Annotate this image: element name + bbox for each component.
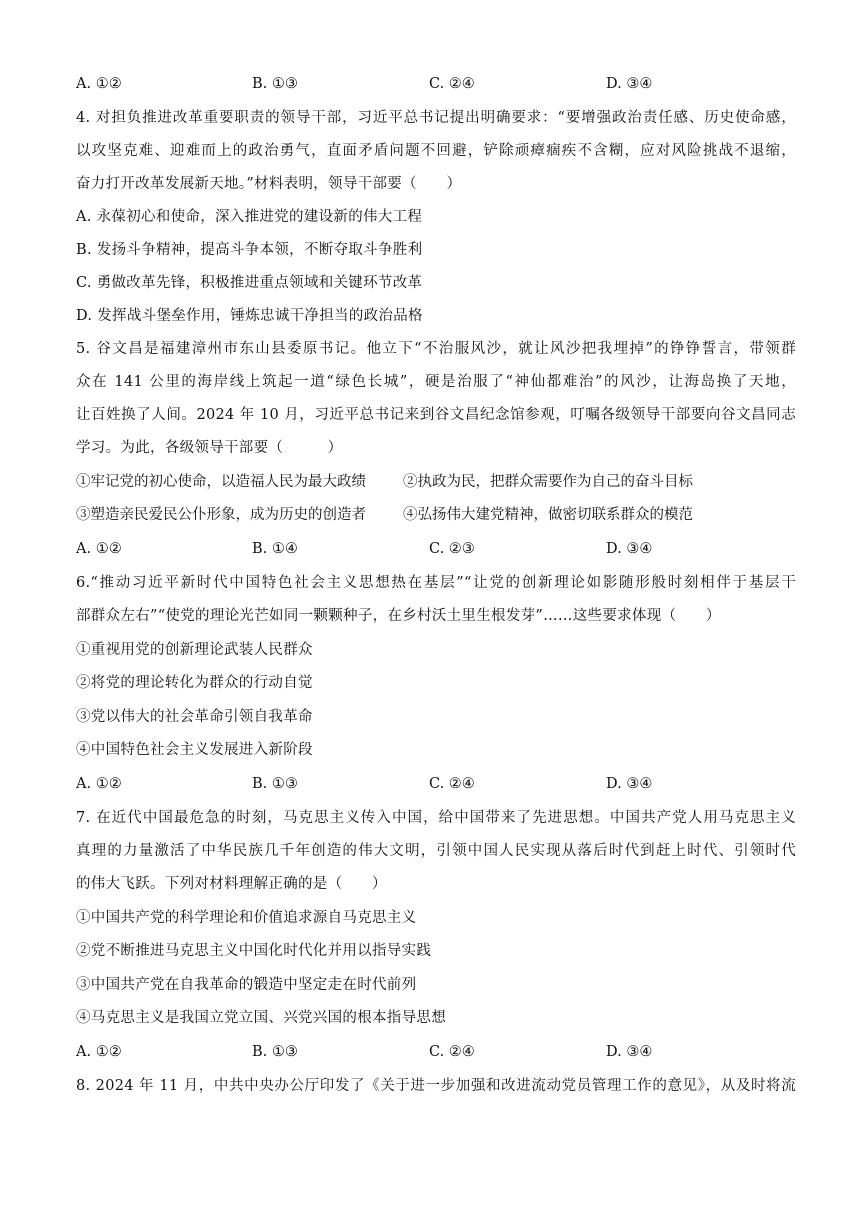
question-4-stem-line: 4. 对担负推进改革重要职责的领导干部，习近平总书记提出明确要求：“要增强政治责任感、历史使命感，	[76, 110, 796, 126]
statement-item: ①牢记党的初心使命，以造福人民为最大政绩	[76, 474, 366, 490]
statement-item: ④中国特色社会主义发展进入新阶段	[76, 742, 313, 758]
question-5-stem-line: 学习。为此，各级领导干部要（ ）	[76, 440, 343, 456]
question-6-stem-line: 6.“推动习近平新时代中国特色社会主义思想热在基层”“让党的创新理论如影随形般时刻相伴于基层干	[76, 575, 796, 591]
option-d: D. ③④	[606, 1044, 653, 1060]
statement-item: ③党以伟大的社会革命引领自我革命	[76, 709, 313, 725]
option-c: C. ②④	[429, 776, 475, 792]
option-c: C. ②④	[429, 1044, 475, 1060]
option-a: A. ①②	[76, 76, 122, 92]
question-7-stem-line: 的伟大飞跃。下列对材料理解正确的是（ ）	[76, 876, 387, 892]
option-d: D. ③④	[606, 776, 653, 792]
statement-item: ①重视用党的创新理论武装人民群众	[76, 642, 313, 658]
option-a: A. ①②	[76, 541, 122, 557]
question-4-choice-d: D. 发挥战斗堡垒作用，锤炼忠诚干净担当的政治品格	[76, 308, 423, 324]
statement-item: ③塑造亲民爱民公仆形象，成为历史的创造者	[76, 507, 366, 523]
option-b: B. ①③	[252, 776, 298, 792]
option-d: D. ③④	[606, 541, 653, 557]
statement-item: ③中国共产党在自我革命的锻造中坚定走在时代前列	[76, 977, 417, 993]
statement-item: ④弘扬伟大建党精神，做密切联系群众的模范	[403, 507, 693, 523]
question-4-choice-b: B. 发扬斗争精神，提高斗争本领，不断夺取斗争胜利	[76, 242, 423, 258]
question-5-stem-line: 让百姓换了人间。2024 年 10 月，习近平总书记来到谷文昌纪念馆参观，叮嘱各级领导干部要向谷文昌同志	[76, 407, 796, 423]
option-b: B. ①③	[252, 76, 298, 92]
option-d: D. ③④	[606, 76, 653, 92]
option-b: B. ①④	[252, 541, 298, 557]
statement-item: ①中国共产党的科学理论和价值追求源自马克思主义	[76, 910, 417, 926]
question-6-stem-line: 部群众左右”“使党的理论光芒如同一颗颗种子，在乡村沃土里生根发芽”……这些要求体现（ ）	[76, 608, 721, 624]
question-7-stem-line: 7. 在近代中国最危急的时刻，马克思主义传入中国，给中国带来了先进思想。中国共产党人用马克思主义	[76, 810, 796, 826]
question-4-stem-line: 奋力打开改革发展新天地。”材料表明，领导干部要（ ）	[76, 176, 462, 192]
statement-item: ④马克思主义是我国立党立国、兴党兴国的根本指导思想	[76, 1010, 446, 1026]
question-8-stem-line: 8. 2024 年 11 月，中共中央办公厅印发了《关于进一步加强和改进流动党员管理工作的意见》，从及时将流	[76, 1078, 796, 1094]
statement-item: ②将党的理论转化为群众的行动自觉	[76, 675, 313, 691]
statement-item: ②党不断推进马克思主义中国化时代化并用以指导实践	[76, 943, 432, 959]
question-4-choice-c: C. 勇做改革先锋，积极推进重点领域和关键环节改革	[76, 275, 423, 291]
option-a: A. ①②	[76, 1044, 122, 1060]
question-4-stem-line: 以攻坚克难、迎难而上的政治勇气，直面矛盾问题不回避，铲除顽瘴痼疾不含糊，应对风险挑战不退缩，	[76, 143, 796, 159]
statement-item: ②执政为民，把群众需要作为自己的奋斗目标	[403, 474, 693, 490]
question-5-stem-line: 众在 141 公里的海岸线上筑起一道“绿色长城”，硬是治服了“神仙都难治”的风沙，让海岛换了天地，	[76, 374, 796, 390]
option-c: C. ②④	[429, 76, 475, 92]
question-5-stem-line: 5. 谷文昌是福建漳州市东山县委原书记。他立下“不治服风沙，就让风沙把我埋掉”的铮铮誓言，带领群	[76, 341, 796, 357]
option-c: C. ②③	[429, 541, 475, 557]
question-7-stem-line: 真理的力量激活了中华民族几千年创造的伟大文明，引领中国人民实现从落后时代到赶上时代、引领时代	[76, 843, 796, 859]
option-b: B. ①③	[252, 1044, 298, 1060]
question-4-choice-a: A. 永葆初心和使命，深入推进党的建设新的伟大工程	[76, 209, 423, 225]
option-a: A. ①②	[76, 776, 122, 792]
